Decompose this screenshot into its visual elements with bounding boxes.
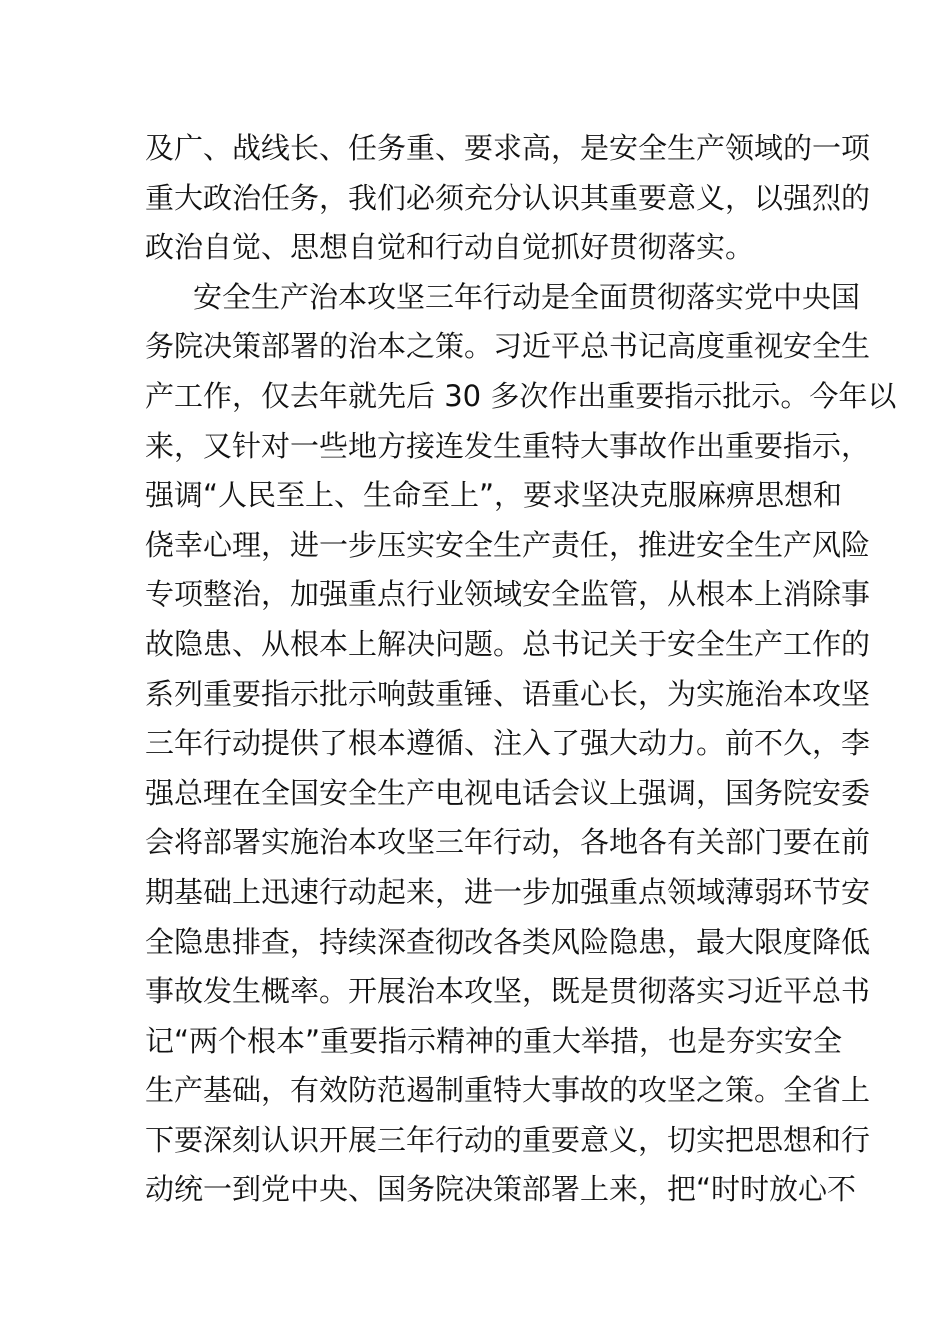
text-line: 生产基础，有效防范遏制重特大事故的攻坚之策。全省上 xyxy=(145,1073,871,1108)
paragraph-first-line: 安全生产治本攻坚三年行动是全面贯彻落实党中央国 xyxy=(193,279,861,314)
text-line: 故隐患、从根本上解决问题。总书记关于安全生产工作的 xyxy=(145,626,871,661)
text-line: 侥幸心理，进一步压实安全生产责任，推进安全生产风险 xyxy=(145,527,871,562)
text-line: 强总理在全国安全生产电视电话会议上强调，国务院安委 xyxy=(145,775,871,810)
text-line: 系列重要指示批示响鼓重锤、语重心长，为实施治本攻坚 xyxy=(145,676,871,711)
text-line: 重大政治任务，我们必须充分认识其重要意义，以强烈的 xyxy=(145,180,871,215)
text-line: 记“两个根本”重要指示精神的重大举措，也是夯实安全 xyxy=(145,1023,843,1058)
text-line: 及广、战线长、任务重、要求高，是安全生产领域的一项 xyxy=(145,131,871,165)
text-line: 期基础上迅速行动起来，进一步加强重点领域薄弱环节安 xyxy=(145,874,871,909)
text-line: 产工作，仅去年就先后 30 多次作出重要指示批示。今年以 xyxy=(145,378,897,413)
text-line: 专项整治，加强重点行业领域安全监管，从根本上消除事 xyxy=(145,577,871,612)
text-line: 来，又针对一些地方接连发生重特大事故作出重要指示， xyxy=(145,428,871,463)
text-line: 动统一到党中央、国务院决策部署上来，把“时时放心不 xyxy=(145,1172,857,1207)
text-line: 全隐患排查，持续深查彻改各类风险隐患，最大限度降低 xyxy=(145,924,871,959)
text-line: 政治自觉、思想自觉和行动自觉抓好贯彻落实。 xyxy=(145,230,755,265)
text-line: 强调“人民至上、生命至上”，要求坚决克服麻痹思想和 xyxy=(145,478,843,513)
text-line: 事故发生概率。开展治本攻坚，既是贯彻落实习近平总书 xyxy=(145,974,871,1009)
text-line: 务院决策部署的治本之策。习近平总书记高度重视安全生 xyxy=(145,329,871,364)
body-text xyxy=(145,124,897,1215)
text-line: 三年行动提供了根本遵循、注入了强大动力。前不久，李 xyxy=(145,726,871,761)
text-line: 下要深刻认识开展三年行动的重要意义，切实把思想和行 xyxy=(145,1122,871,1157)
text-line: 会将部署实施治本攻坚三年行动，各地各有关部门要在前 xyxy=(145,825,871,860)
